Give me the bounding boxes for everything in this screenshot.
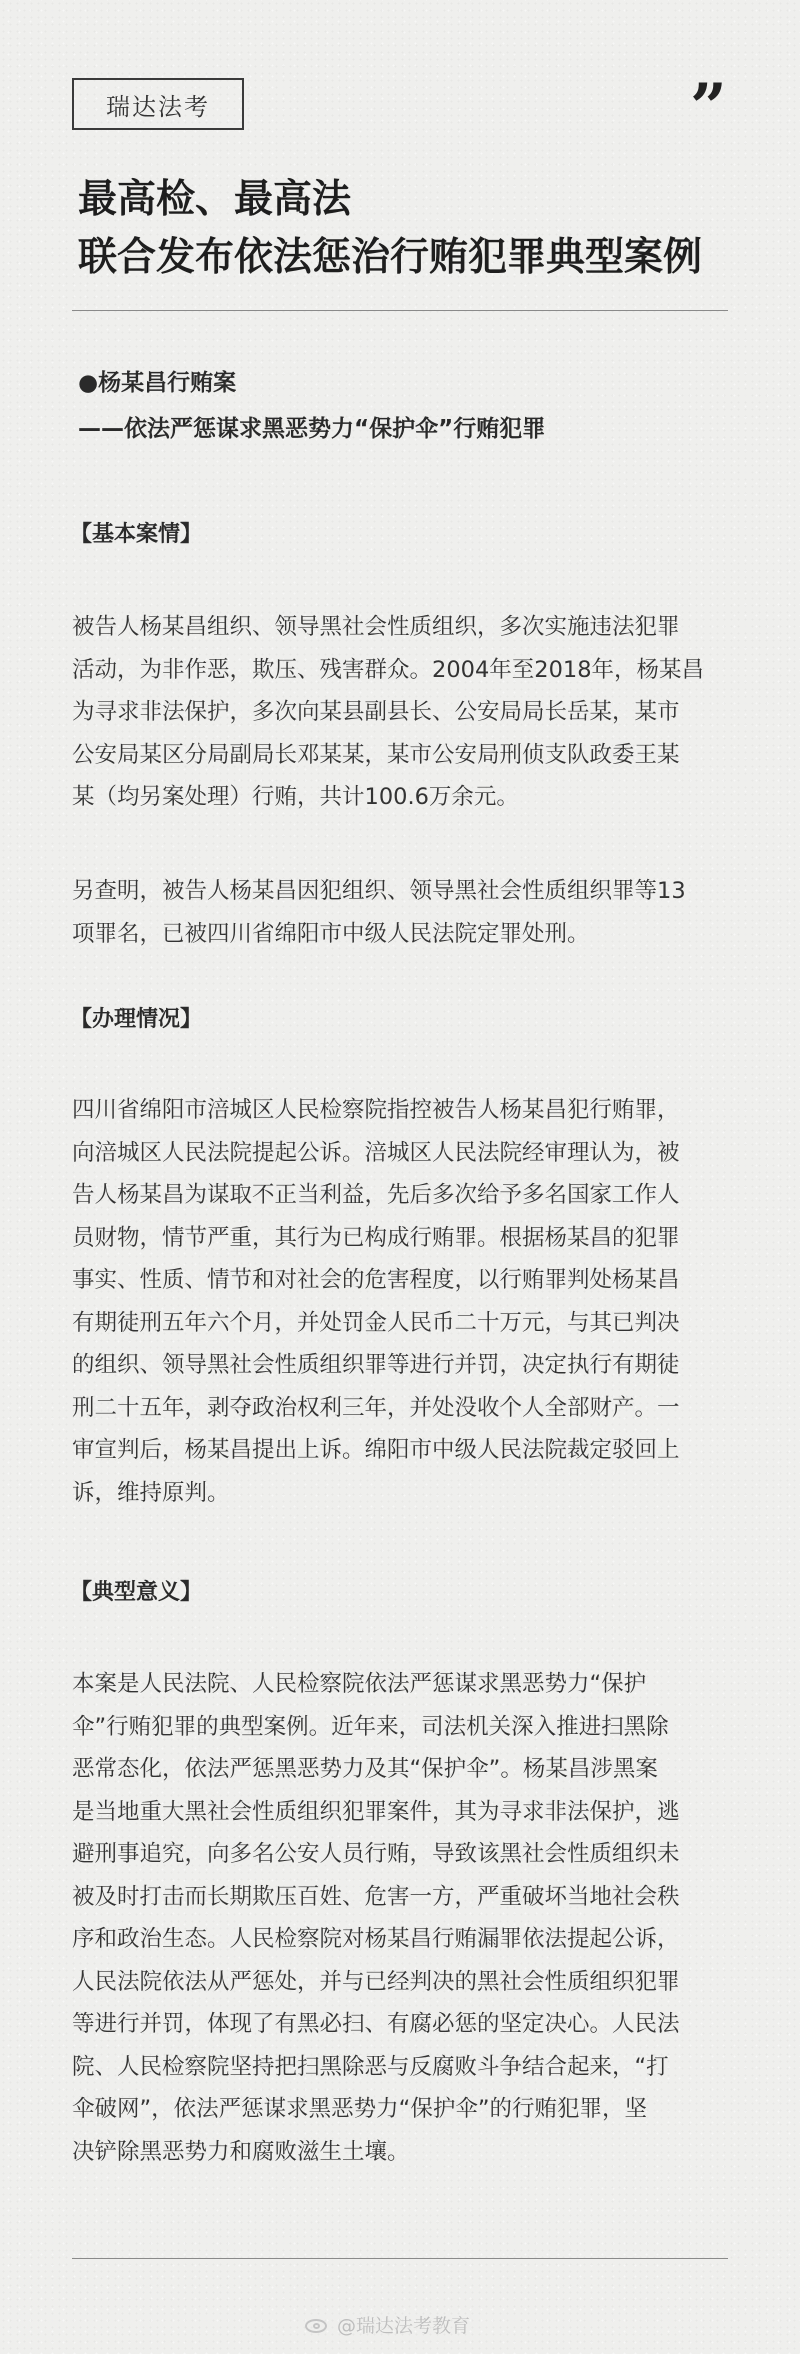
text-line: 伞破网”，依法严惩谋求黑恶势力“保护伞”的行贿犯罪，坚 xyxy=(72,2096,647,2122)
text-line: 四川省绵阳市涪城区人民检察院指控被告人杨某昌犯行贿罪， xyxy=(72,1097,680,1123)
text-line: 向涪城区人民法院提起公诉。涪城区人民法院经审理认为，被 xyxy=(72,1139,680,1166)
text-line: 另查明，被告人杨某昌因犯组织、领导黑社会性质组织罪等13 xyxy=(72,878,686,904)
watermark-text: @瑞达法考教育 xyxy=(337,2315,471,2337)
text-line: 有期徒刑五年六个月，并处罚金人民币二十万元，与其已判决 xyxy=(72,1309,680,1336)
text-line: 诉，维持原判。 xyxy=(72,1479,230,1506)
paragraph xyxy=(72,1089,752,1514)
title-line: 最高检、最高法 xyxy=(78,176,352,222)
text-line: 某（均另案处理）行贿，共计100.6万余元。 xyxy=(72,784,519,810)
case-subtitle: ——依法严惩谋求黑恶势力“保护伞”行贿犯罪 xyxy=(78,416,546,442)
text-line: 被告人杨某昌组织、领导黑社会性质组织，多次实施违法犯罪 xyxy=(72,614,680,640)
page-title xyxy=(78,170,758,286)
section-heading-basic-facts: 【基本案情】 xyxy=(70,522,203,547)
case-name: ●杨某昌行贿案 xyxy=(78,370,237,396)
text-line: 本案是人民法院、人民检察院依法严惩谋求黑恶势力“保护 xyxy=(72,1671,647,1697)
weibo-icon xyxy=(305,2316,331,2334)
text-line: 人民法院依法从严惩处，并与已经判决的黑社会性质组织犯罪 xyxy=(72,1968,680,1995)
text-line: 恶常态化，依法严惩黑恶势力及其“保护伞”。杨某昌涉黑案 xyxy=(72,1756,658,1782)
case-heading xyxy=(78,360,758,452)
text-line: 公安局某区分局副局长邓某某，某市公安局刑侦支队政委王某 xyxy=(72,741,680,768)
text-line: 避刑事追究，向多名公安人员行贿，导致该黑社会性质组织未 xyxy=(72,1841,680,1867)
section-heading-significance: 【典型意义】 xyxy=(70,1580,203,1605)
text-line: 项罪名，已被四川省绵阳市中级人民法院定罪处刑。 xyxy=(72,920,590,947)
paragraph xyxy=(72,1663,752,2173)
text-line: 序和政治生态。人民检察院对杨某昌行贿漏罪依法提起公诉， xyxy=(72,1926,680,1952)
watermark xyxy=(305,2311,470,2338)
brand-label: 瑞达法考 xyxy=(72,78,244,130)
text-line: 院、人民检察院坚持把扫黑除恶与反腐败斗争结合起来，“打 xyxy=(72,2053,669,2080)
text-line: 事实、性质、情节和对社会的危害程度，以行贿罪判处杨某昌 xyxy=(72,1267,680,1293)
text-line: 决铲除黑恶势力和腐败滋生土壤。 xyxy=(72,2138,410,2165)
text-line: 为寻求非法保护，多次向某县副县长、公安局局长岳某，某市 xyxy=(72,699,680,725)
paragraph xyxy=(72,606,752,819)
paragraph xyxy=(72,870,752,955)
text-line: 员财物，情节严重，其行为已构成行贿罪。根据杨某昌的犯罪 xyxy=(72,1224,680,1251)
quote-mark-icon: ” xyxy=(690,70,727,145)
text-line: 刑二十五年，剥夺政治权利三年，并处没收个人全部财产。一 xyxy=(72,1394,680,1421)
text-line: 审宣判后，杨某昌提出上诉。绵阳市中级人民法院裁定驳回上 xyxy=(72,1437,680,1463)
text-line: 等进行并罚，体现了有黑必扫、有腐必惩的坚定决心。人民法 xyxy=(72,2011,680,2037)
text-line: 被及时打击而长期欺压百姓、危害一方，严重破坏当地社会秩 xyxy=(72,1883,680,1910)
text-line: 活动，为非作恶，欺压、残害群众。2004年至2018年，杨某昌 xyxy=(72,656,705,683)
divider xyxy=(72,2258,728,2259)
text-line: 的组织、领导黑社会性质组织罪等进行并罚，决定执行有期徒 xyxy=(72,1352,680,1378)
text-line: 告人杨某昌为谋取不正当利益，先后多次给予多名国家工作人 xyxy=(72,1182,680,1208)
section-heading-handling: 【办理情况】 xyxy=(70,1007,203,1032)
title-line: 联合发布依法惩治行贿犯罪典型案例 xyxy=(78,234,703,280)
text-line: 伞”行贿犯罪的典型案例。近年来，司法机关深入推进扫黑除 xyxy=(72,1713,669,1740)
divider xyxy=(72,310,728,311)
text-line: 是当地重大黑社会性质组织犯罪案件，其为寻求非法保护，逃 xyxy=(72,1798,680,1825)
